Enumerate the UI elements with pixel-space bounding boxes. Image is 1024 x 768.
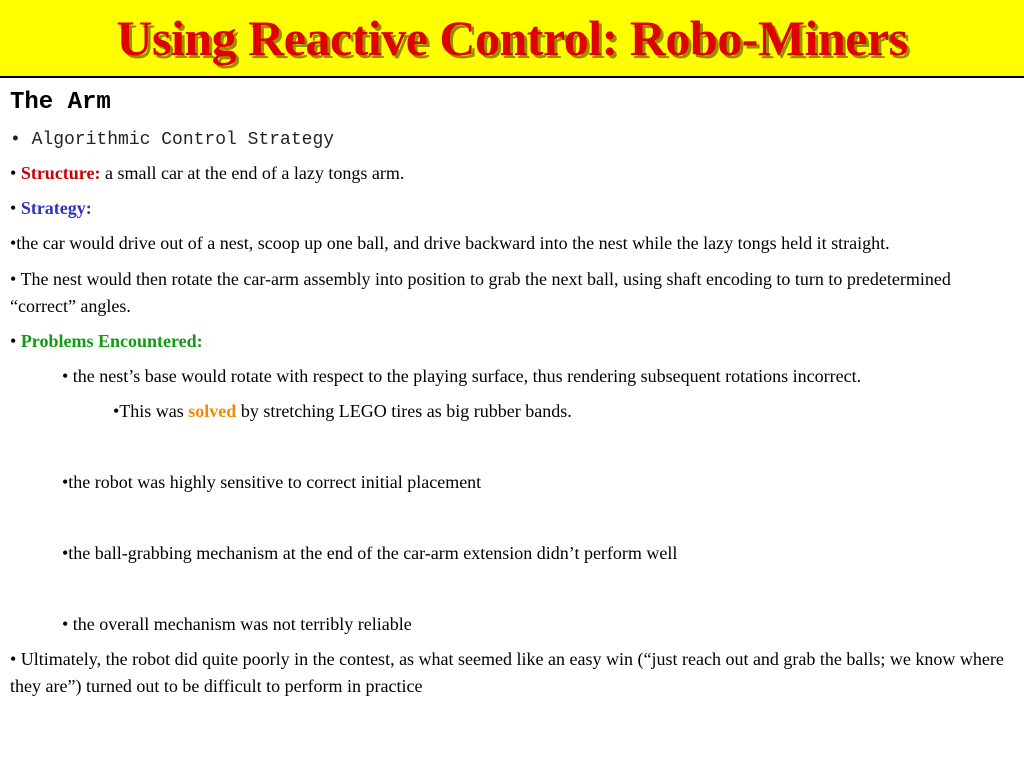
problem-3: •the ball-grabbing mechanism at the end of the car-arm extension didn’t perform well [62, 543, 678, 563]
problem-2: •the robot was highly sensitive to correct initial placement [62, 472, 482, 492]
slide-content [10, 86, 1010, 700]
problem-4: • the overall mechanism was not terribly reliable [62, 614, 412, 634]
problems-label: Problems Encountered: [20, 331, 203, 351]
bullet: • [10, 331, 21, 351]
solved-line [113, 398, 1010, 425]
slide-title: Using Reactive Control: Robo-Miners [116, 10, 908, 66]
problems-line [10, 328, 1010, 355]
subheading: • Algorithmic Control Strategy [10, 130, 335, 150]
bullet: • [10, 163, 21, 183]
solved-before: •This was [113, 401, 189, 421]
structure-text: a small car at the end of a lazy tongs arm. [100, 163, 405, 183]
section-heading: The Arm [10, 89, 111, 116]
solved-word: solved [188, 401, 237, 421]
structure-label: Structure: [20, 163, 101, 183]
conclusion: • Ultimately, the robot did quite poorly in the contest, as what seemed like an easy win (“just reach out and grab the balls; we know where they are”) turned out to be difficult to perform in practice [10, 649, 1004, 696]
title-bar [0, 0, 1024, 78]
strategy-line [10, 195, 1010, 222]
solved-after: by stretching LEGO tires as big rubber bands. [236, 401, 572, 421]
strategy-label: Strategy: [20, 198, 92, 218]
problem-1: • the nest’s base would rotate with respect to the playing surface, thus rendering subsequent rotations incorrect. [62, 366, 862, 386]
structure-line [10, 160, 1010, 187]
strategy-paragraph-2: • The nest would then rotate the car-arm assembly into position to grab the next ball, using shaft encoding to turn to predetermined “correct” angles. [10, 269, 951, 316]
bullet: • [10, 198, 21, 218]
strategy-paragraph-1: •the car would drive out of a nest, scoop up one ball, and drive backward into the nest while the lazy tongs held it straight. [10, 233, 890, 253]
